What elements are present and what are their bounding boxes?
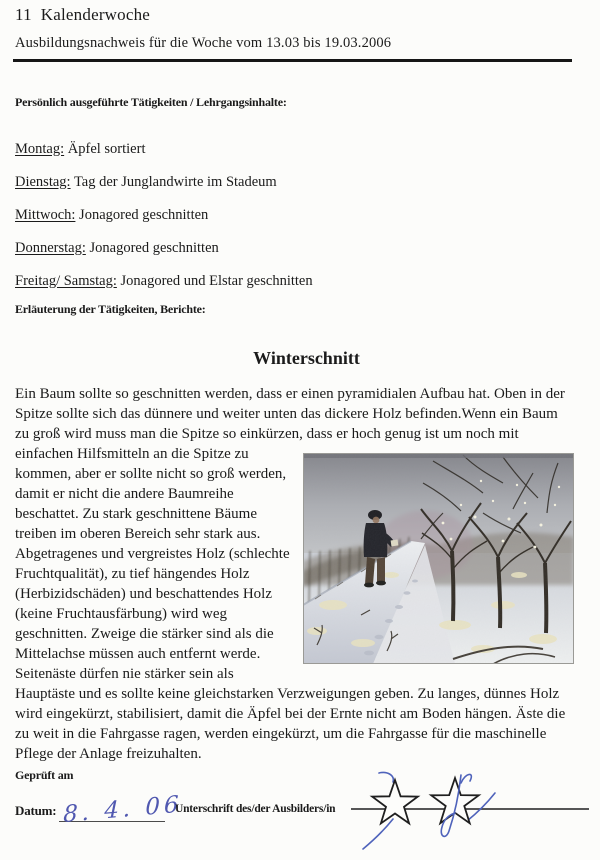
date-label: Datum:: [15, 802, 57, 818]
report-text-rest: er hoch genug ist um noch mit einfachen Hilfsmitteln an die Spitze zu kommen, aber er sollte nicht so groß werden, damit er nicht die andere Baumreihe beschattet. Zu stark geschnittene Bäume treiben im oberen Bereich sehr stark aus. Abgetragenes und vergreistes Holz (schlechte Fruchtqualität), zu tief hängendes Holz (Herbizidschäden) und beschattendes Holz (keine Fruchtausfärbung) wird weg geschnitten. Zweige die stärker sind als die Mittelachse müssen auch entfernt werde. Seitenäste dürfen nie stärker sein als Hauptäste und es sollte keine gleichstarken Verzweigungen geben. Zu langes, dünnes Holz wird eingekürzt, stabilisiert, damit die Äpfel bei der Ernte nicht am Boden hängen. Äste die zu weit in die Fahrgasse ragen, werden eingekürzt, um die Fahrgasse für die maschinelle Pflege der Anlage freizuhalten.: [15, 425, 566, 762]
handwritten-date: 8. 4. 06: [63, 790, 183, 828]
day-row-freitag-samstag: [15, 271, 584, 291]
header-rule: [13, 59, 572, 62]
day-entry-mittwoch: Jonagored geschnitten: [79, 206, 209, 223]
day-row-donnerstag: [15, 238, 584, 258]
day-row-mittwoch: [15, 205, 584, 225]
winter-orchard-photo: [303, 453, 574, 664]
signature-stars-scribble: [349, 769, 591, 857]
signature-label: Unterschrift des/der Ausbilders/in: [175, 802, 336, 815]
day-label-donnerstag: Donnerstag:: [15, 239, 86, 256]
day-entry-montag: Äpfel sortiert: [67, 140, 146, 157]
report-text-intro: Ein Baum sollte so geschnitten werden, dass er einen pyramidialen Aufbau hat. Oben in der Spitze sollte sich das dünnere und weiter unten das dickere Holz befinden.Wenn ein Baum zu groß wird muss man die Spitze so einkürzen, dass: [15, 385, 565, 442]
signature-row: [15, 785, 584, 843]
day-entry-freitag-samstag: Jonagored und Elstar geschnitten: [120, 272, 313, 289]
activities-section-label: Persönlich ausgeführte Tätigkeiten / Lehrgangsinhalte:: [15, 94, 287, 109]
five-point-star-icon: [372, 780, 418, 823]
day-entry-dienstag: Tag der Junglandwirte im Stadeum: [73, 173, 277, 190]
report-section-label: Erläuterung der Tätigkeiten, Berichte:: [15, 301, 206, 316]
blue-ink-scribble: [363, 772, 495, 849]
document-title: Ausbildungsnachweis für die Woche vom 13.03 bis 19.03.2006: [15, 35, 392, 51]
day-row-dienstag: [15, 172, 584, 192]
week-number: 11: [15, 5, 32, 24]
day-entry-donnerstag: Jonagored geschnitten: [89, 239, 219, 256]
week-label: Kalenderwoche: [40, 5, 151, 24]
approval-footer: [15, 768, 584, 864]
winter-orchard-photo-graphic: [303, 453, 574, 664]
day-label-mittwoch: Mittwoch:: [15, 206, 76, 223]
signature-area: [349, 769, 591, 857]
day-label-montag: Montag:: [15, 140, 65, 157]
report-paragraph: [15, 384, 574, 764]
checked-on-label: Geprüft am: [15, 767, 74, 782]
day-label-freitag-samstag: Freitag/ Samstag:: [15, 272, 117, 289]
day-label-dienstag: Dienstag:: [15, 173, 71, 190]
week-heading: [15, 5, 584, 25]
date-underline-field: [59, 787, 183, 828]
report-title: Winterschnitt: [253, 347, 360, 368]
day-row-montag: [15, 139, 584, 159]
